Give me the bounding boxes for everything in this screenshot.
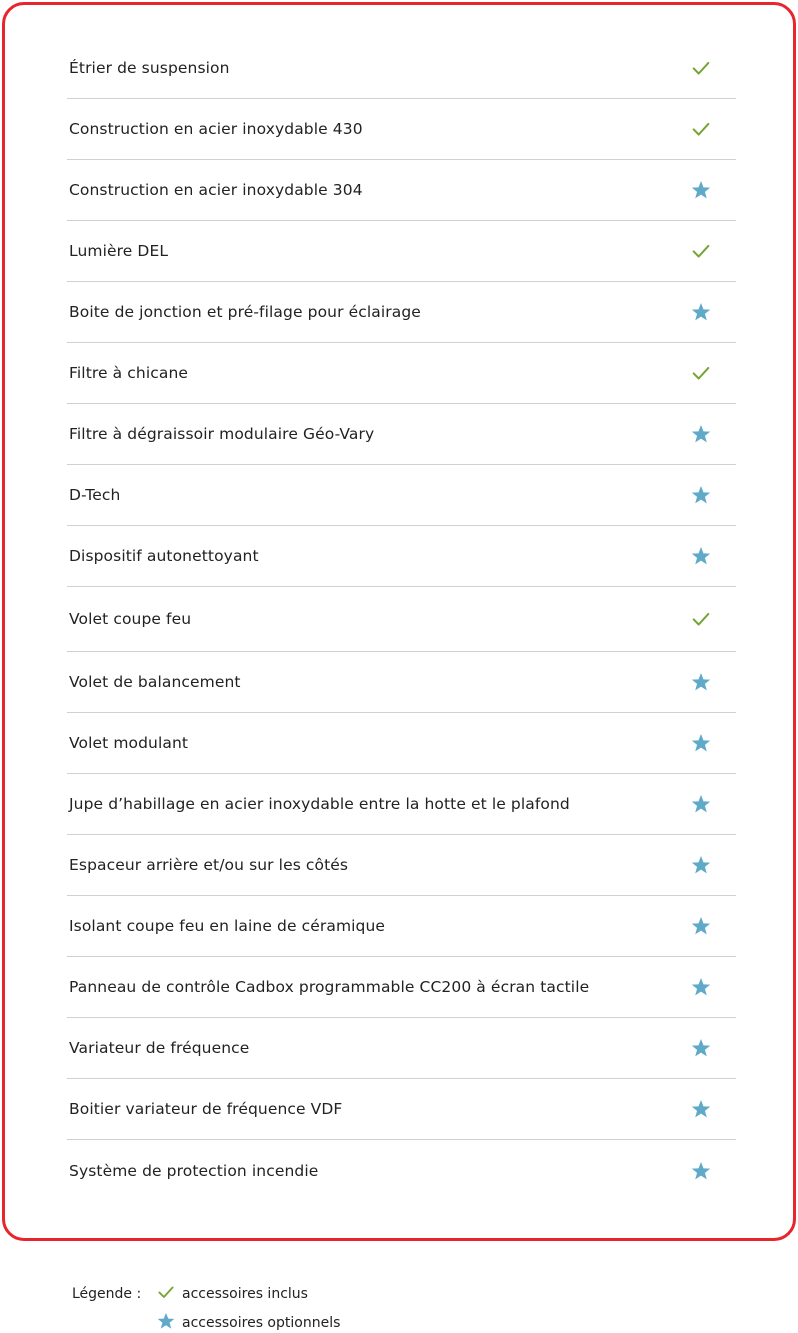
feature-label: Jupe d’habillage en acier inoxydable entre la hotte et le plafond — [69, 795, 570, 813]
legend-optional-label: accessoires optionnels — [182, 1315, 341, 1331]
feature-label: Boitier variateur de fréquence VDF — [69, 1100, 343, 1118]
feature-label: Lumière DEL — [69, 242, 169, 260]
check-icon — [156, 1282, 176, 1302]
star-icon — [690, 732, 712, 754]
feature-row — [67, 774, 736, 835]
feature-row — [67, 652, 736, 713]
feature-label: Système de protection incendie — [69, 1161, 319, 1180]
star-icon — [690, 423, 712, 445]
check-icon — [690, 362, 712, 384]
feature-label: Filtre à chicane — [69, 364, 189, 382]
star-icon — [690, 793, 712, 815]
legend-included-label: accessoires inclus — [182, 1286, 308, 1302]
feature-row — [67, 1140, 736, 1201]
feature-label: Volet modulant — [69, 734, 189, 752]
feature-row — [67, 99, 736, 160]
feature-label: Panneau de contrôle Cadbox programmable CC200 à écran tactile — [69, 978, 590, 996]
star-icon — [690, 301, 712, 323]
feature-label: Dispositif autonettoyant — [69, 547, 259, 565]
feature-row — [67, 896, 736, 957]
legend-title: Légende : — [72, 1286, 142, 1302]
feature-label: Volet coupe feu — [69, 610, 192, 628]
check-icon — [690, 608, 712, 630]
feature-label: Espaceur arrière et/ou sur les côtés — [69, 856, 349, 874]
star-icon — [690, 545, 712, 567]
feature-row — [67, 526, 736, 587]
feature-label: Variateur de fréquence — [69, 1039, 250, 1057]
check-icon — [690, 118, 712, 140]
feature-label: Boite de jonction et pré-filage pour éclairage — [69, 303, 421, 321]
star-icon — [690, 854, 712, 876]
features-list — [67, 38, 736, 1201]
feature-row — [67, 343, 736, 404]
feature-row — [67, 38, 736, 99]
feature-row — [67, 404, 736, 465]
feature-label: Construction en acier inoxydable 304 — [69, 181, 363, 199]
feature-row — [67, 1079, 736, 1140]
feature-row — [67, 160, 736, 221]
star-icon — [690, 179, 712, 201]
star-icon — [690, 1037, 712, 1059]
feature-row — [67, 282, 736, 343]
star-icon — [690, 484, 712, 506]
feature-row — [67, 713, 736, 774]
star-icon — [690, 1160, 712, 1182]
feature-row — [67, 587, 736, 652]
check-icon — [690, 57, 712, 79]
features-card — [2, 2, 796, 1241]
feature-row — [67, 957, 736, 1018]
star-icon — [690, 915, 712, 937]
check-icon — [690, 240, 712, 262]
feature-label: Filtre à dégraissoir modulaire Géo-Vary — [69, 425, 375, 443]
feature-label: Volet de balancement — [69, 673, 241, 691]
star-icon — [690, 671, 712, 693]
feature-label: Isolant coupe feu en laine de céramique — [69, 917, 386, 935]
feature-row — [67, 835, 736, 896]
feature-row — [67, 465, 736, 526]
feature-label: D-Tech — [69, 486, 121, 504]
feature-row — [67, 1018, 736, 1079]
star-icon — [690, 1098, 712, 1120]
star-icon — [156, 1311, 176, 1331]
feature-label: Étrier de suspension — [69, 59, 230, 77]
star-icon — [690, 976, 712, 998]
feature-label: Construction en acier inoxydable 430 — [69, 120, 363, 138]
feature-row — [67, 221, 736, 282]
